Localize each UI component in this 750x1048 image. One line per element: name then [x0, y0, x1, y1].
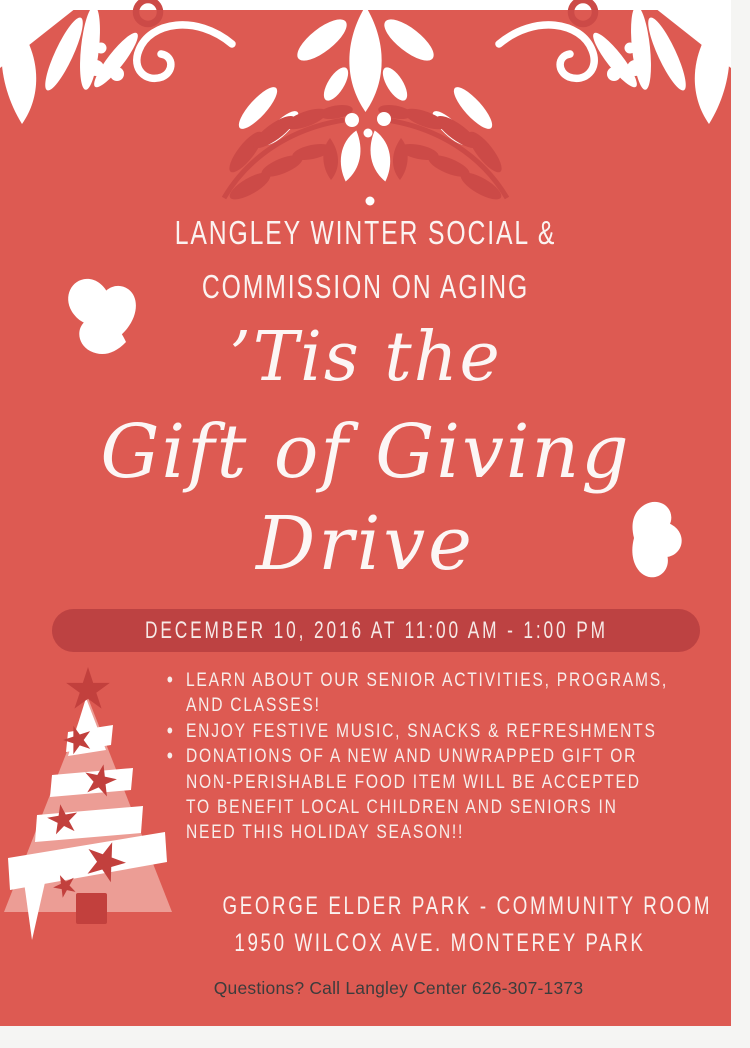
tree-trunk [76, 893, 107, 924]
organization-title [0, 206, 731, 314]
headline-script [0, 312, 731, 588]
list-item-line: AND CLASSES! [186, 694, 321, 717]
event-date-text: DECEMBER 10, 2016 AT 11:00 AM - 1:00 PM [144, 616, 608, 644]
event-details-list [166, 668, 742, 846]
venue-block [150, 888, 730, 962]
list-item-line: • LEARN ABOUT OUR SENIOR ACTIVITIES, PROGRAMS, [186, 669, 668, 691]
list-item [166, 744, 742, 846]
damask-floral-ornament-icon [0, 0, 731, 210]
headline-line-1: ’Tis the [229, 318, 502, 397]
list-item-line: NON-PERISHABLE FOOD ITEM WILL BE ACCEPTED [186, 770, 641, 793]
headline-line-3: Drive [256, 501, 475, 587]
venue-address: 1950 WILCOX AVE. MONTEREY PARK [234, 929, 646, 957]
organization-line-1: LANGLEY WINTER SOCIAL & [174, 214, 557, 251]
event-date-banner [52, 609, 700, 652]
list-item-line: • DONATIONS OF A NEW AND UNWRAPPED GIFT OR [186, 745, 638, 768]
list-item [166, 719, 742, 744]
list-item [166, 668, 742, 719]
list-item-line: • ENJOY FESTIVE MUSIC, SNACKS & REFRESHMENTS [186, 719, 657, 742]
headline-line-2: Gift of Giving [100, 409, 631, 495]
contact-info: Questions? Call Langley Center 626-307-1373 [213, 978, 584, 998]
organization-line-2: COMMISSION ON AGING [201, 268, 530, 305]
venue-name: GEORGE ELDER PARK - COMMUNITY ROOM [222, 892, 713, 920]
list-item-line: TO BENEFIT LOCAL CHILDREN AND SENIORS IN [186, 796, 618, 819]
list-item-line: NEED THIS HOLIDAY SEASON!! [186, 821, 465, 844]
